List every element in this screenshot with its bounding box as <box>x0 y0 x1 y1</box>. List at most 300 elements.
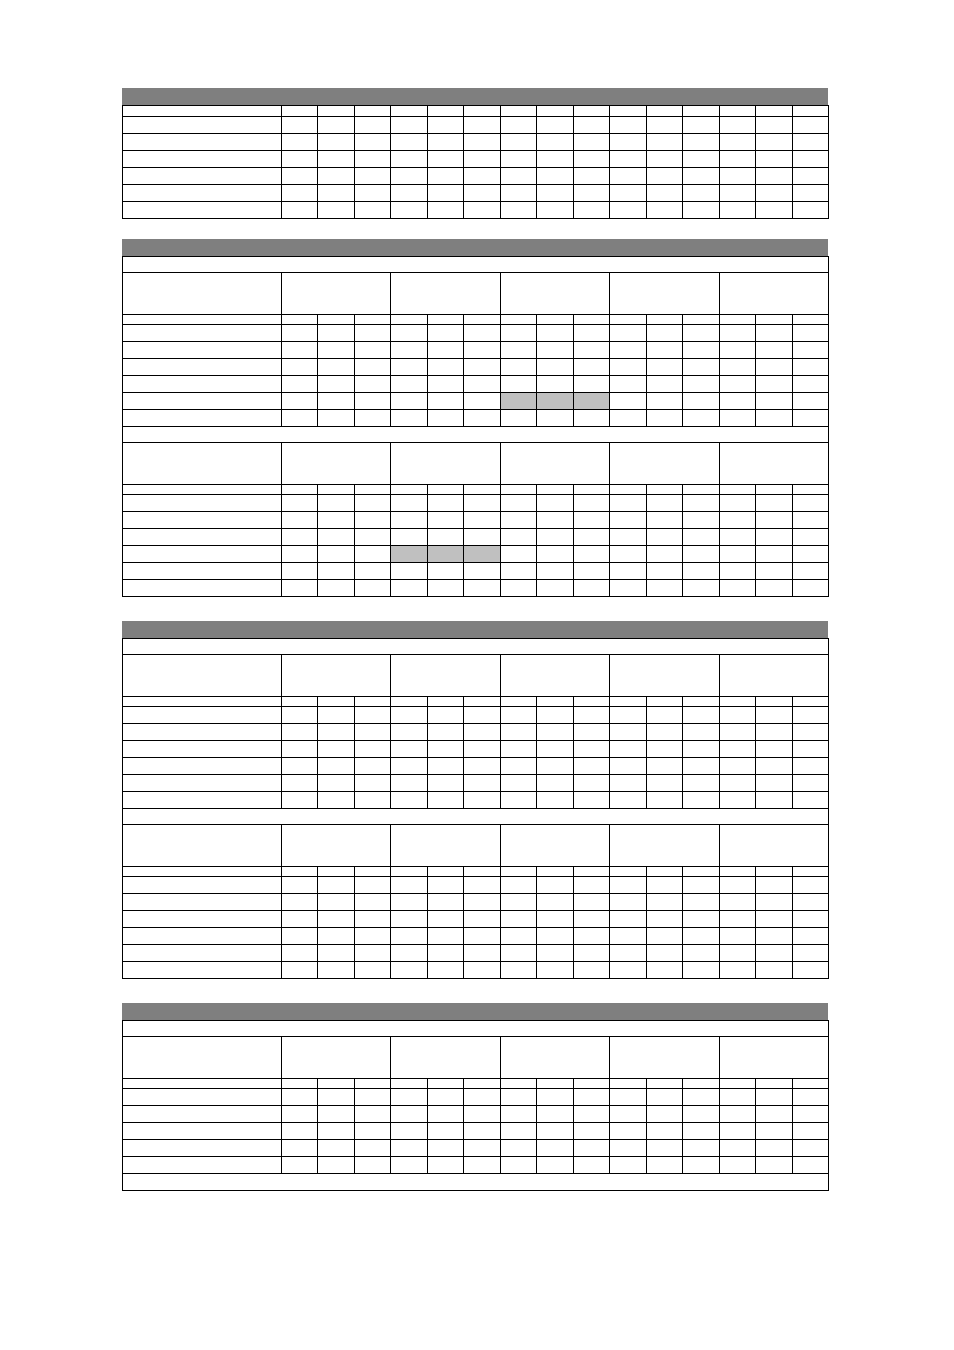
table-cell <box>683 495 719 512</box>
table-cell <box>683 707 719 724</box>
table-cell <box>537 911 573 928</box>
table-cell <box>464 945 500 962</box>
table-cell <box>792 529 828 546</box>
table-cell <box>282 758 318 775</box>
table-cell <box>537 707 573 724</box>
table-row <box>123 495 829 512</box>
table-cell <box>537 758 573 775</box>
table-cell <box>646 106 682 117</box>
table-cell <box>683 168 719 185</box>
table-cell <box>500 376 536 393</box>
table-cell <box>610 928 646 945</box>
table-cell <box>500 724 536 741</box>
table-cell <box>610 894 646 911</box>
row-label-cell <box>123 546 282 563</box>
group-header-cell <box>500 825 609 867</box>
table-cell <box>573 359 609 376</box>
table-cell <box>464 117 500 134</box>
table-cell <box>318 202 354 219</box>
table-cell <box>427 1089 463 1106</box>
table-cell <box>646 1089 682 1106</box>
table-cell <box>464 359 500 376</box>
table-cell <box>354 724 390 741</box>
table-cell <box>537 1140 573 1157</box>
table-cell <box>464 393 500 410</box>
table-cell <box>282 410 318 427</box>
table-cell <box>282 106 318 117</box>
table-cell <box>318 117 354 134</box>
highlighted-cell <box>537 393 573 410</box>
table-cell <box>391 1157 427 1174</box>
group-header-cell <box>610 273 719 315</box>
row-label-cell <box>123 867 282 877</box>
table-cell <box>573 1106 609 1123</box>
table-cell <box>500 911 536 928</box>
table-cell <box>354 185 390 202</box>
row-label-cell <box>123 928 282 945</box>
table-cell <box>391 342 427 359</box>
table-cell <box>683 1157 719 1174</box>
subsection-row <box>123 427 829 443</box>
table-cell <box>537 359 573 376</box>
table-cell <box>610 580 646 597</box>
row-label-cell <box>123 1106 282 1123</box>
table-cell <box>573 867 609 877</box>
table-cell <box>282 376 318 393</box>
table-cell <box>573 945 609 962</box>
table-row <box>123 1079 829 1089</box>
table-cell <box>391 928 427 945</box>
table-cell <box>427 1123 463 1140</box>
table-cell <box>756 962 792 979</box>
table-cell <box>282 168 318 185</box>
section-2 <box>122 239 828 597</box>
table-cell <box>610 1089 646 1106</box>
table-cell <box>354 1157 390 1174</box>
table-cell <box>646 894 682 911</box>
table-cell <box>427 185 463 202</box>
table-cell <box>318 393 354 410</box>
table-cell <box>500 928 536 945</box>
table-cell <box>756 877 792 894</box>
table-cell <box>610 151 646 168</box>
group-header-cell <box>282 273 391 315</box>
table-cell <box>610 877 646 894</box>
table-cell <box>683 512 719 529</box>
table-cell <box>537 962 573 979</box>
table-cell <box>792 697 828 707</box>
table-cell <box>719 342 755 359</box>
table-cell <box>683 376 719 393</box>
table-cell <box>610 867 646 877</box>
table-cell <box>646 563 682 580</box>
table-cell <box>792 894 828 911</box>
row-label-cell <box>123 151 282 168</box>
table-cell <box>318 185 354 202</box>
table-cell <box>792 315 828 325</box>
table-cell <box>391 495 427 512</box>
table-cell <box>318 410 354 427</box>
group-header-cell <box>282 1037 391 1079</box>
table-cell <box>646 1140 682 1157</box>
table-cell <box>573 1157 609 1174</box>
table-row <box>123 202 829 219</box>
row-label-cell <box>123 877 282 894</box>
table-cell <box>391 106 427 117</box>
table-cell <box>427 151 463 168</box>
section-header-bar <box>122 621 828 638</box>
table-cell <box>500 1123 536 1140</box>
table-cell <box>282 359 318 376</box>
table-cell <box>756 792 792 809</box>
table-cell <box>500 117 536 134</box>
table-cell <box>500 867 536 877</box>
table-cell <box>427 945 463 962</box>
table-cell <box>646 928 682 945</box>
table-cell <box>318 315 354 325</box>
group-header-cell <box>610 1037 719 1079</box>
table-cell <box>318 697 354 707</box>
table-cell <box>464 792 500 809</box>
table-cell <box>756 707 792 724</box>
table-cell <box>683 741 719 758</box>
row-label-cell <box>123 202 282 219</box>
table-cell <box>427 393 463 410</box>
table-cell <box>573 1089 609 1106</box>
table-cell <box>719 410 755 427</box>
table-cell <box>500 741 536 758</box>
table-cell <box>282 342 318 359</box>
row-label-cell <box>123 1089 282 1106</box>
table-cell <box>391 697 427 707</box>
table-cell <box>573 1123 609 1140</box>
table-cell <box>282 697 318 707</box>
table-cell <box>500 168 536 185</box>
table-cell <box>792 1106 828 1123</box>
table-cell <box>500 945 536 962</box>
table-cell <box>391 485 427 495</box>
table-cell <box>427 1079 463 1089</box>
table-cell <box>282 185 318 202</box>
group-header-cell <box>391 1037 500 1079</box>
table-cell <box>464 707 500 724</box>
table-row <box>123 962 829 979</box>
table-cell <box>646 359 682 376</box>
table-cell <box>792 106 828 117</box>
table-cell <box>646 697 682 707</box>
table-cell <box>683 697 719 707</box>
table-cell <box>756 168 792 185</box>
table-cell <box>573 962 609 979</box>
table-cell <box>573 928 609 945</box>
table-row <box>123 151 829 168</box>
row-label-cell <box>123 185 282 202</box>
table-cell <box>719 1123 755 1140</box>
table-cell <box>646 485 682 495</box>
table-cell <box>282 775 318 792</box>
table-cell <box>500 792 536 809</box>
table-row <box>123 945 829 962</box>
table-cell <box>646 315 682 325</box>
table-cell <box>719 151 755 168</box>
table-cell <box>391 580 427 597</box>
table-cell <box>792 117 828 134</box>
row-label-cell <box>123 758 282 775</box>
table-cell <box>500 563 536 580</box>
table-cell <box>391 741 427 758</box>
table-cell <box>354 697 390 707</box>
table-cell <box>610 485 646 495</box>
table-cell <box>610 202 646 219</box>
section-header-bar <box>122 1003 828 1020</box>
table-cell <box>318 741 354 758</box>
table-cell <box>354 775 390 792</box>
table-cell <box>719 1089 755 1106</box>
group-header-cell <box>282 443 391 485</box>
table-cell <box>537 775 573 792</box>
subsection-row-cell <box>123 1021 829 1037</box>
table-cell <box>464 495 500 512</box>
table-cell <box>792 410 828 427</box>
table-cell <box>282 724 318 741</box>
table-cell <box>646 168 682 185</box>
table-cell <box>573 546 609 563</box>
table-cell <box>537 1079 573 1089</box>
table-cell <box>756 117 792 134</box>
table-cell <box>792 376 828 393</box>
table-cell <box>464 724 500 741</box>
table-cell <box>683 151 719 168</box>
table-cell <box>282 945 318 962</box>
table-cell <box>683 315 719 325</box>
table-cell <box>318 724 354 741</box>
table-cell <box>354 325 390 342</box>
table-cell <box>391 877 427 894</box>
row-label-cell <box>123 134 282 151</box>
row-label-cell <box>123 315 282 325</box>
table-row <box>123 775 829 792</box>
table-cell <box>318 1106 354 1123</box>
table-cell <box>464 342 500 359</box>
row-label-cell <box>123 325 282 342</box>
table-cell <box>756 1123 792 1140</box>
table-cell <box>756 867 792 877</box>
table-cell <box>683 877 719 894</box>
subsection-row-cell <box>123 257 829 273</box>
table-cell <box>610 724 646 741</box>
table-cell <box>427 792 463 809</box>
table-row <box>123 134 829 151</box>
table-cell <box>610 410 646 427</box>
table-cell <box>756 134 792 151</box>
row-label-cell <box>123 911 282 928</box>
table-cell <box>573 325 609 342</box>
table-cell <box>719 325 755 342</box>
table-cell <box>500 315 536 325</box>
table-cell <box>683 1089 719 1106</box>
section-3-table <box>122 638 829 979</box>
table-cell <box>573 134 609 151</box>
table-cell <box>537 106 573 117</box>
subsection-row <box>123 257 829 273</box>
table-cell <box>756 1106 792 1123</box>
table-cell <box>391 962 427 979</box>
group-header-label-cell <box>123 1037 282 1079</box>
table-cell <box>537 151 573 168</box>
table-cell <box>391 1123 427 1140</box>
row-label-cell <box>123 1123 282 1140</box>
table-cell <box>537 792 573 809</box>
table-cell <box>756 106 792 117</box>
table-row <box>123 707 829 724</box>
table-cell <box>756 410 792 427</box>
row-label-cell <box>123 376 282 393</box>
table-cell <box>427 410 463 427</box>
table-cell <box>610 563 646 580</box>
highlighted-cell <box>391 546 427 563</box>
table-cell <box>756 741 792 758</box>
table-cell <box>646 724 682 741</box>
group-header-label-cell <box>123 825 282 867</box>
table-cell <box>500 894 536 911</box>
table-cell <box>719 393 755 410</box>
table-cell <box>646 1079 682 1089</box>
table-row <box>123 359 829 376</box>
table-cell <box>610 168 646 185</box>
table-cell <box>719 1140 755 1157</box>
highlighted-cell <box>464 546 500 563</box>
table-cell <box>573 894 609 911</box>
table-cell <box>792 775 828 792</box>
table-cell <box>683 546 719 563</box>
table-row <box>123 894 829 911</box>
table-cell <box>464 1106 500 1123</box>
table-cell <box>610 342 646 359</box>
table-row <box>123 724 829 741</box>
table-cell <box>318 151 354 168</box>
table-cell <box>354 546 390 563</box>
table-cell <box>756 359 792 376</box>
table-cell <box>427 529 463 546</box>
table-cell <box>646 911 682 928</box>
table-row <box>123 580 829 597</box>
table-cell <box>500 775 536 792</box>
table-cell <box>719 529 755 546</box>
row-label-cell <box>123 724 282 741</box>
row-label-cell <box>123 410 282 427</box>
table-cell <box>427 707 463 724</box>
table-cell <box>427 202 463 219</box>
table-cell <box>282 325 318 342</box>
group-header-row <box>123 443 829 485</box>
table-cell <box>318 945 354 962</box>
table-cell <box>646 546 682 563</box>
table-cell <box>464 580 500 597</box>
table-cell <box>683 117 719 134</box>
table-cell <box>756 724 792 741</box>
group-header-row <box>123 655 829 697</box>
table-cell <box>756 185 792 202</box>
table-cell <box>646 1106 682 1123</box>
table-cell <box>354 580 390 597</box>
table-cell <box>500 1089 536 1106</box>
table-cell <box>282 877 318 894</box>
table-cell <box>282 962 318 979</box>
group-header-cell <box>719 443 828 485</box>
table-cell <box>464 1140 500 1157</box>
group-header-cell <box>610 655 719 697</box>
table-cell <box>537 202 573 219</box>
table-cell <box>792 1157 828 1174</box>
row-label-cell <box>123 741 282 758</box>
table-cell <box>683 325 719 342</box>
table-cell <box>500 151 536 168</box>
table-cell <box>318 342 354 359</box>
table-cell <box>573 151 609 168</box>
table-cell <box>500 580 536 597</box>
table-cell <box>719 741 755 758</box>
row-label-cell <box>123 1079 282 1089</box>
table-cell <box>282 894 318 911</box>
table-cell <box>610 741 646 758</box>
table-cell <box>537 580 573 597</box>
table-cell <box>646 580 682 597</box>
table-cell <box>573 168 609 185</box>
table-cell <box>792 741 828 758</box>
group-header-cell <box>500 655 609 697</box>
table-cell <box>464 1123 500 1140</box>
table-cell <box>756 911 792 928</box>
table-cell <box>683 894 719 911</box>
table-cell <box>683 792 719 809</box>
table-cell <box>719 792 755 809</box>
table-cell <box>610 758 646 775</box>
table-cell <box>427 928 463 945</box>
table-cell <box>464 1157 500 1174</box>
table-cell <box>354 928 390 945</box>
table-cell <box>464 1089 500 1106</box>
table-cell <box>354 894 390 911</box>
table-cell <box>719 359 755 376</box>
table-cell <box>537 563 573 580</box>
table-cell <box>282 707 318 724</box>
table-cell <box>792 707 828 724</box>
subsection-row-cell <box>123 809 829 825</box>
table-cell <box>354 563 390 580</box>
row-label-cell <box>123 1140 282 1157</box>
table-cell <box>500 325 536 342</box>
table-cell <box>318 1079 354 1089</box>
section-header-bar <box>122 239 828 256</box>
table-cell <box>573 410 609 427</box>
table-cell <box>537 485 573 495</box>
table-cell <box>646 707 682 724</box>
table-cell <box>646 393 682 410</box>
table-cell <box>354 106 390 117</box>
table-cell <box>792 1079 828 1089</box>
table-cell <box>573 529 609 546</box>
table-cell <box>719 945 755 962</box>
table-cell <box>427 106 463 117</box>
table-cell <box>318 867 354 877</box>
table-cell <box>719 707 755 724</box>
table-cell <box>646 185 682 202</box>
group-header-cell <box>391 655 500 697</box>
table-cell <box>464 376 500 393</box>
table-cell <box>683 1123 719 1140</box>
table-cell <box>537 315 573 325</box>
table-cell <box>683 342 719 359</box>
